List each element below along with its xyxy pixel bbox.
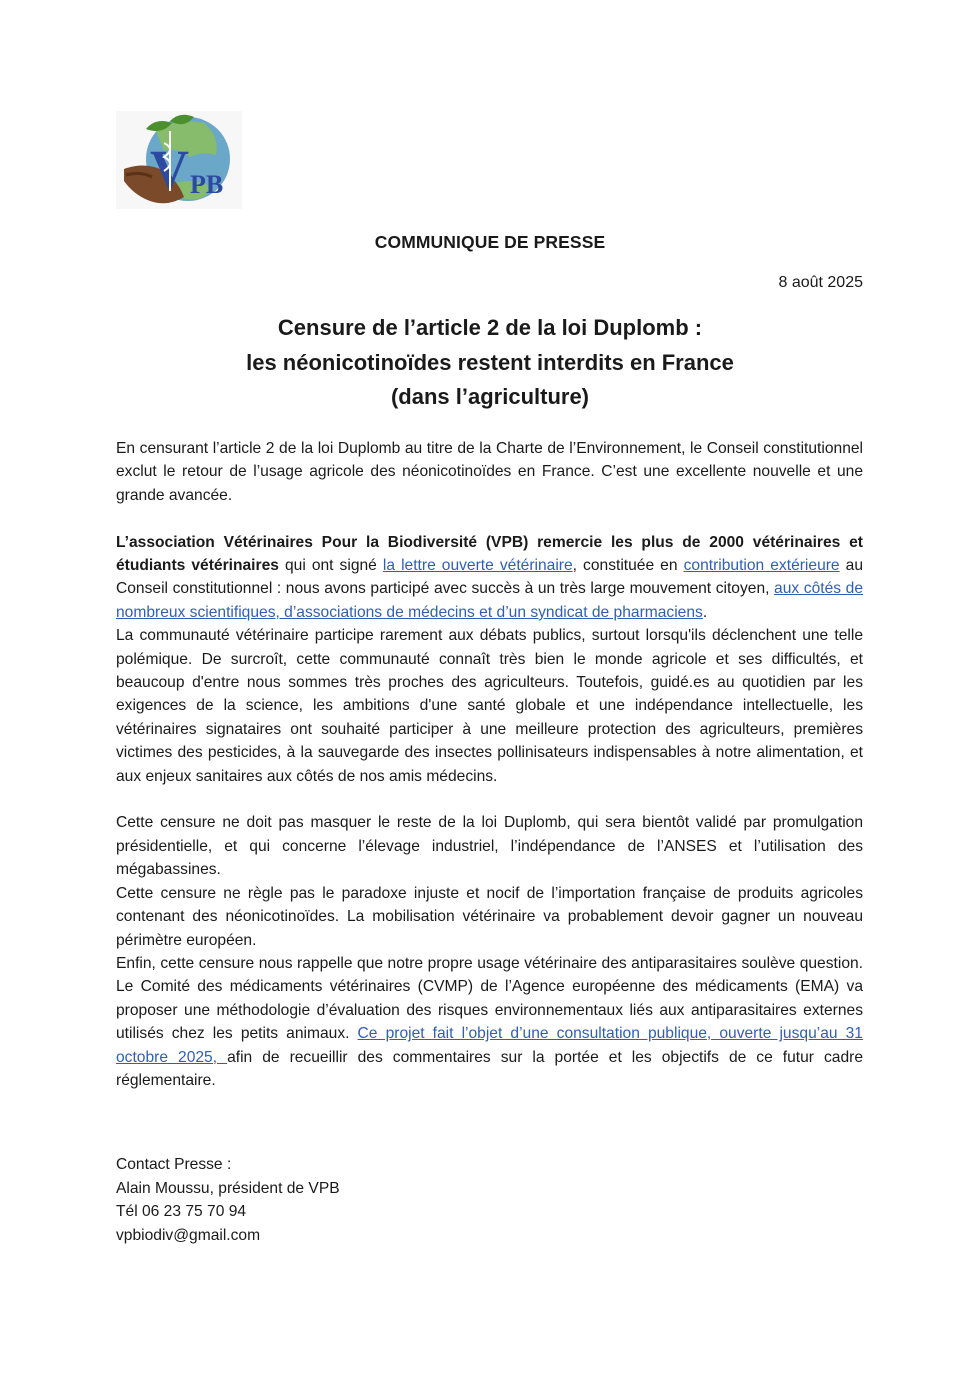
contact-email: vpbiodiv@gmail.com	[116, 1226, 261, 1244]
open-letter-link[interactable]: la lettre ouverte vétérinaire	[382, 557, 573, 575]
antiparasitic-text-1: Enfin, cette censure nous rappelle que notre propre usage vétérinaire des antiparasitaires soulève question. Le Comité des médicaments vétérinaires (CVMP) de l’Agence européenne des médicaments (EMA) va proposer une méthodologie d’évaluation des risques environnementaux liés aux antiparasitaires externes utilisés chez les petits animaux.	[116, 954, 863, 1043]
logo-letters-pb: PB	[190, 170, 224, 199]
thanks-bold-text: L’association Vétérinaires Pour la Biodiversité (VPB) remercie les plus de 2000 vétérinaires et étudiants vétérinaires	[116, 533, 863, 575]
press-release-label: COMMUNIQUE DE PRESSE	[374, 232, 606, 252]
release-date: 8 août 2025	[778, 274, 863, 291]
paragraph-antiparasitic	[116, 952, 863, 1092]
paragraph-community: La communauté vétérinaire participe rarement aux débats publics, surtout lorsqu'ils déclenchent une telle polémique. De surcroît, cette communauté connaît très bien le monde agricole et ses difficultés, et beaucoup d'entre nous sommes très proches des agriculteurs. Toutefois, guidé.es au quotidien par les exigences de la science, les ambitions d'une santé globale et une indépendance intellectuelle, les vétérinaires signataires ont souhaité participer à une meilleure protection des agriculteurs, premières victimes des pesticides, à la sauvegarde des insectes pollinisateurs indispensables à notre alimentation, et aux enjeux sanitaires aux côtés de nos amis médecins.	[116, 627, 863, 785]
vpb-logo	[116, 111, 242, 209]
headline-line-3: (dans l’agriculture)	[390, 384, 590, 409]
body-text	[116, 437, 863, 1092]
paragraph-intro: En censurant l’article 2 de la loi Duplomb au titre de la Charte de l’Environnement, le Conseil constitutionnel exclut le retour de l’usage agricole des néonicotinoïdes en France. C’est une excellente nouvelle et une grande avancée.	[116, 440, 863, 504]
thanks-text-1: qui ont signé	[278, 557, 383, 575]
thanks-text-3: au Conseil constitutionnel : nous avons participé avec succès à un très large mouvement citoyen,	[116, 557, 864, 598]
scientists-link[interactable]: aux côtés de nombreux scientifiques, d’associations de médecins et d’un syndicat de pharmaciens	[116, 580, 863, 621]
paragraph-thanks	[116, 531, 863, 625]
contact-name: Alain Moussu, président de VPB	[116, 1179, 340, 1197]
contact-phone: Tél 06 23 75 70 94	[116, 1203, 247, 1221]
contact-label: Contact Presse :	[116, 1156, 232, 1173]
headline-line-1: Censure de l’article 2 de la loi Duplomb :	[277, 315, 703, 340]
headline	[116, 311, 864, 415]
logo-letter-v: V	[150, 139, 189, 199]
thanks-text-2: , constituée en	[572, 557, 684, 575]
headline-line-2: les néonicotinoïdes restent interdits en France	[246, 349, 734, 375]
vpb-logo-image	[116, 111, 242, 209]
paragraph-import: Cette censure ne règle pas le paradoxe injuste et nocif de l’importation française de produits agricoles contenant des néonicotinoïdes. La mobilisation vétérinaire va probablement devoir gagner un nouveau périmètre européen.	[116, 884, 863, 949]
external-contribution-link[interactable]: contribution extérieure	[683, 557, 840, 575]
thanks-text-4: .	[702, 603, 708, 621]
press-contact	[116, 1153, 716, 1247]
paragraph-law-rest: Cette censure ne doit pas masquer le reste de la loi Duplomb, qui sera bientôt validé par promulgation présidentielle, et qui concerne l’élevage industriel, l’indépendance de l’ANSES et l’utilisation des mégabassines.	[116, 814, 863, 879]
consultation-link[interactable]: Ce projet fait l’objet d’une consultation publique, ouverte jusqu’au 31 octobre 2025,	[116, 1025, 863, 1066]
antiparasitic-text-2: afin de recueillir des commentaires sur la portée et les objectifs de ce futur cadre réglementaire.	[116, 1048, 863, 1089]
